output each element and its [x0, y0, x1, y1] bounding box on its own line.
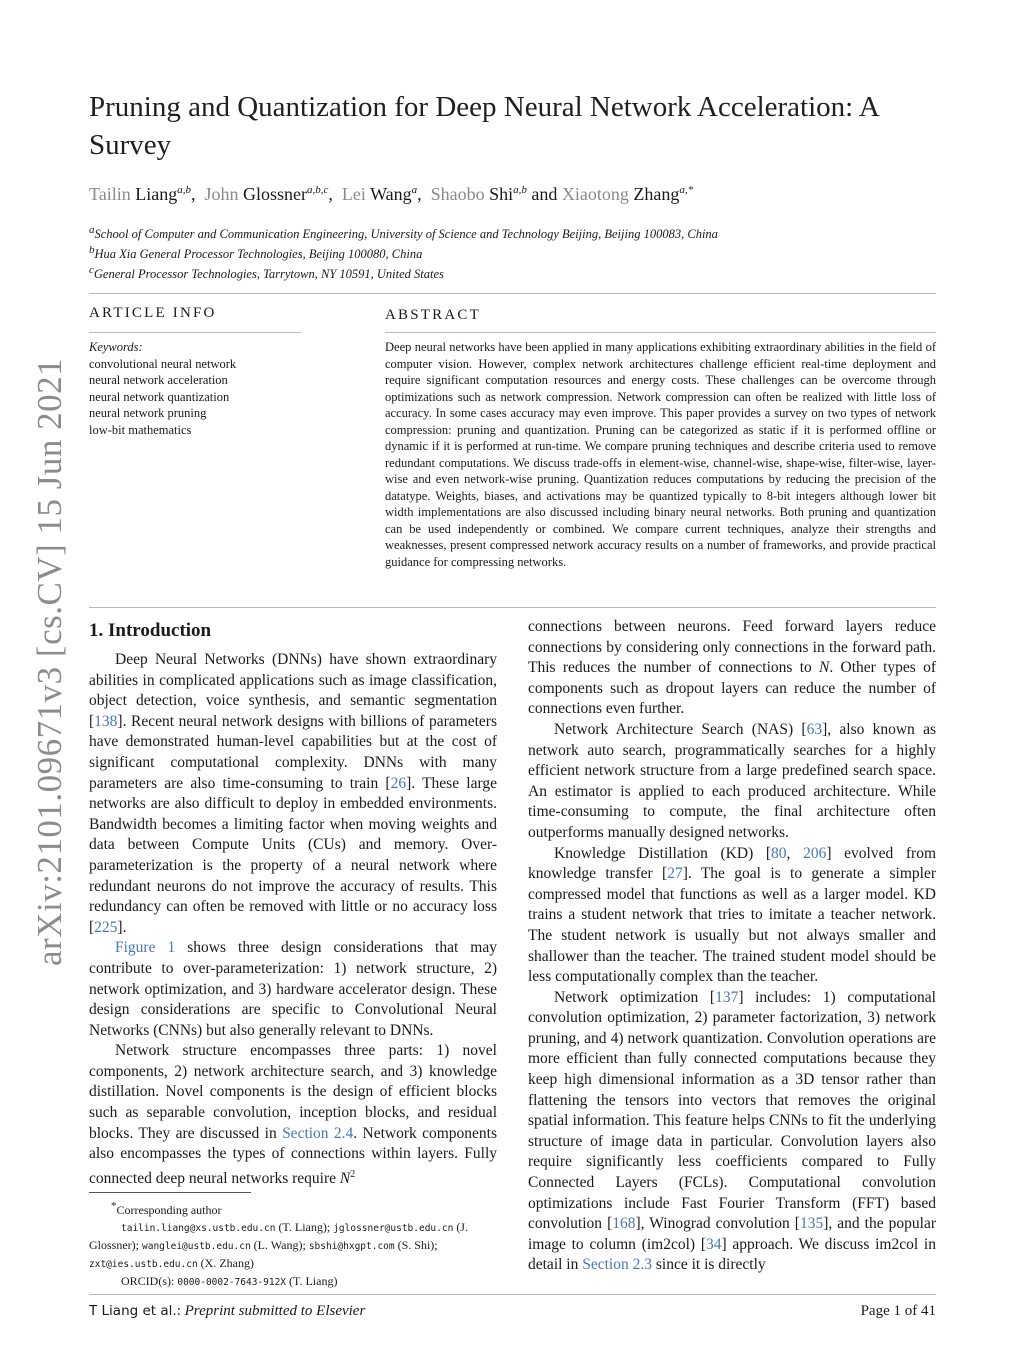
article-info-divider [89, 332, 301, 333]
paragraph: Figure 1 shows three design considerations that may contribute to over-parameterization: 1) network structure, 2) network optimization, and 3) hardware accelerator design. These design considerations are specific to Convolutional Neural Networks (CNNs) but also generally relevant to DNNs. [89, 939, 497, 1039]
paragraph: Network Architecture Search (NAS) [63], also known as network auto search, programmatically searches for a highly efficient network structure from a large predefined search space. An estimator is applied to each produced architecture. While time-consuming to compute, the final architecture often outperforms manually designed networks. [528, 720, 936, 841]
citation-link[interactable]: 34 [705, 1235, 722, 1253]
author-and: and [531, 184, 558, 204]
footer-left: T Liang et al.: Preprint submitted to Elsevier [89, 1303, 366, 1319]
arxiv-identifier: arXiv:2101.09671v3 [cs.CV] 15 Jun 2021 [30, 357, 69, 966]
paragraph: Network structure encompasses three parts: 1) novel components, 2) network architecture search, and 3) knowledge distillation. Novel components is the design of efficient blocks such as separable convolution, inception blocks, and residual blocks. They are discussed in Section 2.4. Network components also encompasses the types of connections within layers. Fully connected deep neural networks require $N^2$ [89, 1042, 497, 1187]
citation-link[interactable]: 26 [390, 774, 407, 792]
email-link[interactable]: sbshi@hxgpt.com [308, 1241, 395, 1252]
orcid-line: ORCID(s): 0000-0002-7643-912X (T. Liang) [121, 1274, 338, 1288]
citation-link[interactable]: 80 [771, 844, 787, 862]
footnote: *Corresponding author tailin.liang@xs.ustb.edu.cn (T. Liang); jglossner@ustb.edu.cn (J. Glossner); wanglei@ustb.edu.cn (L. Wang); sbshi@hxgpt.com (S. Shi); zxt@ies.ustb.edu.cn (X. Zhang) ORCID(s): 0000-0002-7643-912X (T. Liang) [89, 1198, 497, 1291]
citation-link[interactable]: 137 [715, 988, 739, 1006]
keywords-block [89, 339, 301, 438]
citation-link[interactable]: 206 [803, 844, 827, 862]
abstract-bottom-divider [89, 607, 936, 608]
section-link[interactable]: Section 2.3 [582, 1256, 652, 1274]
footnote-divider [89, 1192, 251, 1193]
abstract-heading: ABSTRACT [385, 307, 481, 323]
author: Xiaotong Zhang$^{a,*}$ [561, 184, 694, 204]
paragraph: connections between neurons. Feed forward layers reduce connections by considering only connections in the forward path. This reduces the number of connections to N. Other types of components such as dropout layers can reduce the number of connections even further. [528, 618, 936, 718]
author: Lei Wang$^a$ [341, 184, 418, 204]
citation-link[interactable]: 135 [799, 1215, 824, 1233]
paper-title: Pruning and Quantization for Deep Neural Network Acceleration: A Survey [89, 91, 879, 161]
citation-link[interactable]: 138 [94, 712, 118, 730]
figure-link[interactable]: Figure 1 [115, 939, 176, 957]
left-column [89, 650, 497, 1190]
author-list: Tailin Liang$^{a,b}$, John Glossner$^{a,b,c}$, Lei Wang$^a$, Shaobo Shi$^{a,b}$ and Xiaotong Zhang$^{a,*}$ [89, 184, 694, 204]
affiliation: aSchool of Computer and Communication Engineering, University of Science and Technology Beijing, Beijing 100083, China [89, 224, 718, 242]
section-heading: 1. Introduction [89, 620, 212, 641]
citation-link[interactable]: 63 [806, 720, 823, 738]
keyword: convolutional neural network [89, 356, 237, 371]
paragraph: Knowledge Distillation (KD) [80, 206] evolved from knowledge transfer [27]. The goal is to generate a simpler compressed model that functions as well as a larger model. KD trains a student network that tries to imitate a teacher network. The student network is usually but not always smaller and shallower than the teacher. The trained student model should be less computationally complex than the teacher. [528, 844, 936, 986]
article-info-heading: ARTICLE INFO [89, 305, 217, 321]
citation-link[interactable]: 225 [94, 918, 118, 936]
paragraph: Network optimization [137] includes: 1) computational convolution optimization, 2) parameter factorization, 3) network pruning, and 4) network quantization. Convolution operations are more efficient than fully connected computations because they keep high dimensional information as a 3D tensor rather than flattening the tensors into vectors that removes the original spatial information. This feature helps CNNs to fit the underlying structure of image data in particular. Convolution layers also require significantly less coefficients compared to Fully Connected Layers (FCLs). Computational convolution optimizations include Fast Fourier Transform (FFT) based convolution [168], Winograd convolution [135], and the popular image to column (im2col) [34] approach. We discuss im2col in detail in Section 2.3 since it is directly [528, 988, 936, 1274]
footer-venue: Preprint submitted to Elsevier [184, 1303, 366, 1319]
keyword: neural network acceleration [89, 373, 228, 387]
keywords-label: Keywords: [89, 340, 143, 354]
header-divider [89, 293, 936, 294]
keyword: neural network quantization [89, 389, 230, 404]
math-symbol: N [819, 659, 830, 677]
paragraph: Deep Neural Networks (DNNs) have shown extraordinary abilities in complicated applications such as image classification, object detection, voice synthesis, and semantic segmentation [138]. Recent neural network designs with billions of parameters have demonstrated human-level capabilities but at the cost of significant computational complexity. DNNs with many parameters are also time-consuming to train [26]. These large networks are also difficult to deploy in embedded environments. Bandwidth becomes a limiting factor when moving weights and data between Compute Units (CUs) and memory. Over-parameterization is the property of a neural network where redundant neurons do not improve the accuracy of results. This redundancy can often be removed with little or no accuracy loss [225]. [89, 651, 498, 936]
footer-author: T Liang et al. [89, 1303, 177, 1319]
email-list: tailin.liang@xs.ustb.edu.cn (T. Liang); jglossner@ustb.edu.cn (J. Glossner); wanglei@ustb.edu.cn (L. Wang); sbshi@hxgpt.com (S. Shi); zxt@ies.ustb.edu.cn (X. Zhang) [89, 1220, 468, 1270]
citation-link[interactable]: 27 [667, 865, 683, 883]
email-link[interactable]: zxt@ies.ustb.edu.cn [89, 1259, 198, 1270]
footer-divider [89, 1294, 936, 1295]
keyword: neural network pruning [89, 406, 207, 420]
email-link[interactable]: wanglei@ustb.edu.cn [142, 1241, 251, 1252]
affiliation: cGeneral Processor Technologies, Tarrytown, NY 10591, United States [89, 264, 444, 282]
right-column [528, 617, 936, 1276]
email-link[interactable]: tailin.liang@xs.ustb.edu.cn [121, 1223, 276, 1234]
author: Shaobo Shi$^{a,b}$ [430, 184, 527, 204]
author: John Glossner$^{a,b,c}$ [204, 184, 329, 204]
affiliation: bHua Xia General Processor Technologies, Beijing 100080, China [89, 244, 423, 262]
author: Tailin Liang$^{a,b}$ [89, 184, 191, 204]
keyword: low-bit mathematics [89, 422, 192, 437]
abstract-divider [385, 332, 936, 333]
corresponding-author-note: Corresponding author [116, 1203, 222, 1217]
page-number: Page 1 of 41 [860, 1303, 936, 1319]
email-link[interactable]: jglossner@ustb.edu.cn [333, 1223, 454, 1234]
citation-link[interactable]: 168 [612, 1215, 636, 1233]
abstract-text: Deep neural networks have been applied in many applications exhibiting extraordinary abilities in the field of computer vision. However, complex network architectures challenge efficient real-time deployment and require significant computation resources and energy costs. These challenges can be overcome through optimizations such as network compression. Network compression can often be realized with little loss of accuracy. In some cases accuracy may even improve. This paper provides a survey on two types of network compression: pruning and quantization. Pruning can be categorized as static if it is performed offline or dynamic if it is performed at run-time. We compare pruning techniques and describe criteria used to remove redundant computations. We discuss trade-offs in element-wise, channel-wise, shape-wise, filter-wise, layer-wise and even network-wise pruning. Quantization reduces computations by reducing the precision of the datatype. Weights, biases, and activations may be quantized typically to 8-bit integers although lower bit width implementations are also discussed including binary neural networks. Both pruning and quantization can be used independently or combined. We compare current techniques, analyze their strengths and weaknesses, present compressed network accuracy results on a number of frameworks, and provide practical guidance for compressing networks. [385, 340, 936, 569]
section-link[interactable]: Section 2.4 [282, 1124, 354, 1142]
math-symbol: N [339, 1170, 351, 1187]
orcid-link[interactable]: 0000-0002-7643-912X [177, 1277, 287, 1288]
